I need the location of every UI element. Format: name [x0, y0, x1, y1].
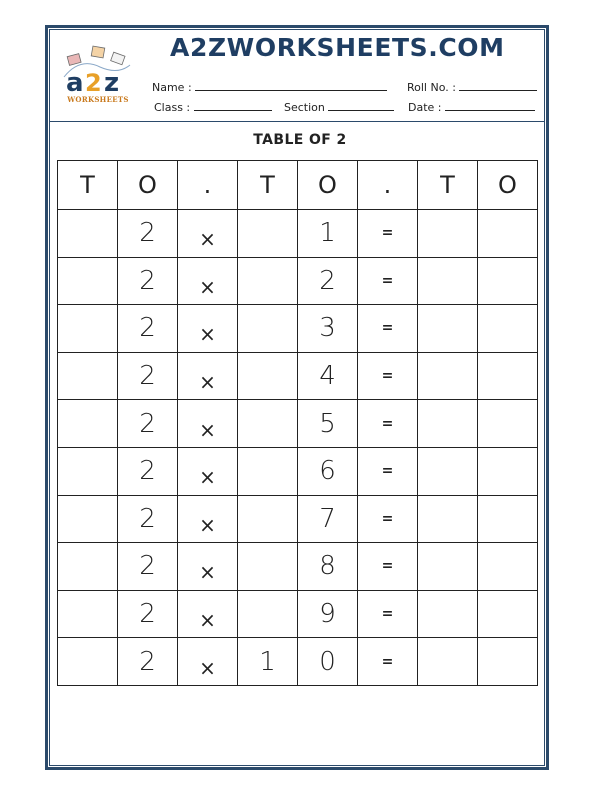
times-sign	[178, 638, 238, 686]
answer-tens-cell[interactable]	[418, 257, 478, 305]
table-row	[58, 495, 538, 543]
answer-ones-cell[interactable]	[478, 257, 538, 305]
multiplicand-cell: 2	[118, 447, 178, 495]
answer-tens-cell[interactable]	[418, 590, 478, 638]
times-sign	[178, 543, 238, 591]
table-row	[58, 305, 538, 353]
svg-text:2: 2	[85, 69, 102, 97]
table-row	[58, 590, 538, 638]
times-sign	[178, 305, 238, 353]
col-header: T	[238, 161, 298, 210]
multiplier-ones-cell: 5	[298, 400, 358, 448]
section-field[interactable]	[284, 100, 394, 114]
times-sign	[178, 400, 238, 448]
multiplicand-cell: 2	[118, 352, 178, 400]
multiplicand-cell: 2	[118, 257, 178, 305]
multiplier-tens-cell	[238, 590, 298, 638]
logo-wordmark: WORKSHEETS	[67, 95, 129, 104]
answer-tens-cell[interactable]	[418, 638, 478, 686]
multiplier-tens-cell	[238, 447, 298, 495]
times-glyph: ×	[199, 322, 216, 347]
times-glyph: ×	[199, 512, 216, 537]
times-sign	[178, 210, 238, 258]
multiplicand-cell: 2	[118, 590, 178, 638]
logo-graphic	[60, 45, 136, 97]
multiplier-ones-cell: 6	[298, 447, 358, 495]
times-glyph: ×	[199, 465, 216, 490]
answer-ones-cell[interactable]	[478, 305, 538, 353]
multiplier-tens-cell	[238, 257, 298, 305]
table-row	[58, 543, 538, 591]
col-header: .	[178, 161, 238, 210]
answer-tens-cell[interactable]	[58, 257, 118, 305]
times-sign	[178, 257, 238, 305]
times-glyph: ×	[199, 417, 216, 442]
class-field[interactable]	[154, 100, 272, 114]
multiplier-ones-cell: 8	[298, 543, 358, 591]
col-header: .	[358, 161, 418, 210]
name-blank[interactable]	[195, 80, 387, 91]
multiplicand-cell: 2	[118, 543, 178, 591]
answer-ones-cell[interactable]	[478, 210, 538, 258]
multiplicand-cell: 2	[118, 210, 178, 258]
multiplier-tens-cell: 1	[238, 638, 298, 686]
equals-sign: =	[358, 210, 418, 258]
answer-ones-cell[interactable]	[478, 590, 538, 638]
grid-body	[58, 210, 538, 686]
multiplier-tens-cell	[238, 543, 298, 591]
answer-ones-cell[interactable]	[478, 447, 538, 495]
answer-tens-cell[interactable]	[418, 305, 478, 353]
multiplicand-cell: 2	[118, 400, 178, 448]
section-label: Section	[284, 101, 325, 114]
times-glyph: ×	[199, 608, 216, 633]
table-row	[58, 210, 538, 258]
multiplier-ones-cell: 4	[298, 352, 358, 400]
a2z-logo	[60, 45, 136, 109]
table-row	[58, 447, 538, 495]
times-glyph: ×	[199, 560, 216, 585]
multiplier-ones-cell: 0	[298, 638, 358, 686]
table-row	[58, 257, 538, 305]
answer-tens-cell[interactable]	[418, 447, 478, 495]
times-glyph: ×	[199, 227, 216, 252]
answer-ones-cell[interactable]	[478, 495, 538, 543]
answer-tens-cell[interactable]	[58, 590, 118, 638]
multiplicand-cell: 2	[118, 305, 178, 353]
class-label: Class :	[154, 101, 191, 114]
multiplier-ones-cell: 3	[298, 305, 358, 353]
col-header: O	[478, 161, 538, 210]
answer-tens-cell[interactable]	[58, 447, 118, 495]
section-blank[interactable]	[328, 100, 394, 111]
times-glyph: ×	[199, 274, 216, 299]
answer-tens-cell[interactable]	[58, 210, 118, 258]
multiplier-ones-cell: 1	[298, 210, 358, 258]
equals-sign: =	[358, 638, 418, 686]
name-field[interactable]	[152, 80, 387, 94]
times-glyph: ×	[199, 370, 216, 395]
answer-tens-cell[interactable]	[58, 638, 118, 686]
multiplier-tens-cell	[238, 210, 298, 258]
table-row	[58, 352, 538, 400]
col-header: T	[418, 161, 478, 210]
equals-sign: =	[358, 257, 418, 305]
answer-ones-cell[interactable]	[478, 543, 538, 591]
multiplier-tens-cell	[238, 400, 298, 448]
multiplier-tens-cell	[238, 495, 298, 543]
multiplier-tens-cell	[238, 352, 298, 400]
times-sign	[178, 352, 238, 400]
answer-tens-cell[interactable]	[58, 352, 118, 400]
answer-tens-cell[interactable]	[418, 400, 478, 448]
multiplicand-cell: 2	[118, 495, 178, 543]
name-label: Name :	[152, 81, 192, 94]
date-label: Date :	[408, 101, 442, 114]
roll-label: Roll No. :	[407, 81, 456, 94]
answer-tens-cell[interactable]	[418, 543, 478, 591]
answer-tens-cell[interactable]	[418, 352, 478, 400]
multiplier-ones-cell: 2	[298, 257, 358, 305]
multiplier-tens-cell	[238, 305, 298, 353]
answer-tens-cell[interactable]	[58, 495, 118, 543]
multiplier-ones-cell: 7	[298, 495, 358, 543]
date-blank[interactable]	[445, 100, 535, 111]
col-header: O	[118, 161, 178, 210]
header-divider	[49, 121, 545, 122]
equals-sign: =	[358, 400, 418, 448]
answer-tens-cell[interactable]	[58, 400, 118, 448]
answer-ones-cell[interactable]	[478, 400, 538, 448]
times-glyph: ×	[199, 655, 216, 680]
answer-tens-cell[interactable]	[418, 210, 478, 258]
table-row	[58, 638, 538, 686]
roll-blank[interactable]	[459, 80, 537, 91]
header-row	[58, 161, 538, 210]
equals-sign: =	[358, 590, 418, 638]
answer-tens-cell[interactable]	[58, 305, 118, 353]
answer-tens-cell[interactable]	[418, 495, 478, 543]
times-sign	[178, 447, 238, 495]
svg-text:a: a	[66, 68, 84, 97]
equals-sign: =	[358, 352, 418, 400]
answer-ones-cell[interactable]	[478, 352, 538, 400]
multiplicand-cell: 2	[118, 638, 178, 686]
equals-sign: =	[358, 543, 418, 591]
col-header: T	[58, 161, 118, 210]
equals-sign: =	[358, 495, 418, 543]
times-sign	[178, 495, 238, 543]
answer-ones-cell[interactable]	[478, 638, 538, 686]
roll-field[interactable]	[407, 80, 537, 94]
equals-sign: =	[358, 447, 418, 495]
col-header: O	[298, 161, 358, 210]
class-blank[interactable]	[194, 100, 272, 111]
times-sign	[178, 590, 238, 638]
answer-tens-cell[interactable]	[58, 543, 118, 591]
equals-sign: =	[358, 305, 418, 353]
svg-text:z: z	[104, 68, 120, 97]
multiplication-grid	[57, 160, 538, 686]
multiplier-ones-cell: 9	[298, 590, 358, 638]
site-title: A2ZWORKSHEETS.COM	[170, 33, 505, 62]
worksheet-title: TABLE OF 2	[253, 132, 347, 148]
table-row	[58, 400, 538, 448]
date-field[interactable]	[408, 100, 535, 114]
